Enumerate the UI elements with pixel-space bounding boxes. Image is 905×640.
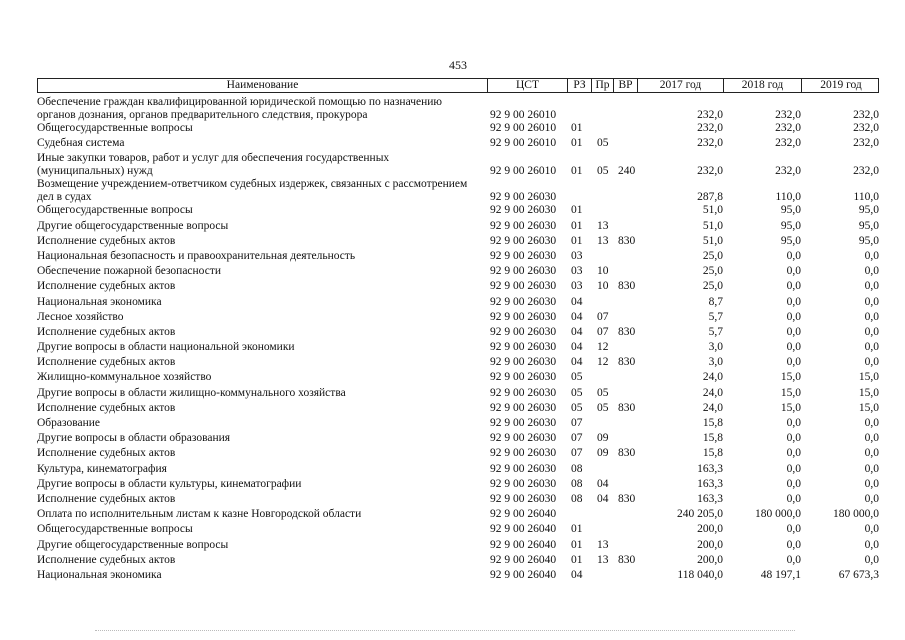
cell-y2018: 95,0 — [780, 234, 801, 247]
cell-y2019: 67 673,3 — [838, 568, 879, 581]
cell-y2017: 51,0 — [702, 204, 723, 217]
cell-name: Иные закупки товаров, работ и услуг для обеспечения государственных (муниципальных) нужд — [37, 152, 390, 177]
cell-pr: 13 — [597, 219, 609, 232]
table-row — [37, 554, 879, 569]
cell-vr: 830 — [618, 325, 636, 338]
cell-y2017: 163,3 — [697, 477, 723, 490]
cell-y2017: 25,0 — [702, 265, 723, 278]
cell-y2018: 95,0 — [780, 219, 801, 232]
table-row — [37, 178, 879, 204]
table-row — [37, 447, 879, 462]
table-row — [37, 432, 879, 447]
cell-y2017: 15,8 — [702, 432, 723, 445]
cell-y2018: 0,0 — [786, 265, 801, 278]
cell-cst: 92 9 00 26030 — [490, 325, 557, 338]
cell-y2019: 0,0 — [864, 356, 879, 369]
table-row — [37, 508, 879, 523]
cell-name: Лесное хозяйство — [37, 310, 124, 323]
table-row — [37, 539, 879, 554]
cell-y2018: 0,0 — [786, 280, 801, 293]
cell-y2019: 0,0 — [864, 417, 879, 429]
header-name: Наименование — [38, 79, 488, 92]
table-row — [37, 96, 879, 122]
cell-pr: 12 — [597, 356, 609, 369]
cell-y2017: 15,8 — [702, 417, 723, 429]
cell-y2019: 0,0 — [864, 341, 879, 354]
cell-y2019: 0,0 — [864, 477, 879, 490]
cell-rz: 04 — [571, 325, 583, 338]
cell-rz: 01 — [571, 234, 583, 247]
table-row — [37, 152, 879, 178]
cell-cst: 92 9 00 26030 — [490, 371, 557, 384]
cell-name: Обеспечение пожарной безопасности — [37, 265, 222, 278]
table-row — [37, 371, 879, 386]
table-row — [37, 326, 879, 341]
cell-y2019: 0,0 — [864, 432, 879, 445]
cell-name: Жилищно-коммунальное хозяйство — [37, 371, 212, 384]
cell-pr: 10 — [597, 265, 609, 278]
cell-rz: 07 — [571, 432, 583, 445]
cell-rz: 08 — [571, 492, 583, 505]
cell-y2017: 232,0 — [697, 165, 723, 178]
cell-pr: 05 — [597, 137, 609, 150]
cell-name: Общегосударственные вопросы — [37, 204, 193, 217]
cell-vr: 830 — [618, 447, 636, 460]
cell-rz: 03 — [571, 249, 583, 262]
table-row — [37, 235, 879, 250]
cell-cst: 92 9 00 26010 — [490, 165, 557, 178]
cell-y2019: 0,0 — [864, 325, 879, 338]
cell-cst: 92 9 00 26030 — [490, 492, 557, 505]
cell-rz: 08 — [571, 462, 583, 475]
cell-name: Обеспечение граждан квалифицированной юридической помощью по назначению органов дознания, органов предварительного следствия, прокурора — [37, 96, 443, 121]
cell-vr: 830 — [618, 492, 636, 505]
cell-pr: 13 — [597, 553, 609, 566]
cell-rz: 05 — [571, 371, 583, 384]
cell-name: Исполнение судебных актов — [37, 234, 176, 247]
cell-y2017: 200,0 — [697, 538, 723, 551]
cell-y2019: 0,0 — [864, 523, 879, 536]
cell-cst: 92 9 00 26040 — [490, 538, 557, 551]
cell-cst: 92 9 00 26030 — [490, 386, 557, 399]
cell-cst: 92 9 00 26030 — [490, 204, 557, 217]
cell-y2018: 0,0 — [786, 447, 801, 460]
table-row — [37, 523, 879, 538]
cell-cst: 92 9 00 26030 — [490, 401, 557, 414]
cell-y2019: 0,0 — [864, 280, 879, 293]
cell-y2017: 163,3 — [697, 462, 723, 475]
cell-name: Исполнение судебных актов — [37, 280, 176, 293]
cell-y2019: 232,0 — [853, 122, 879, 134]
cell-cst: 92 9 00 26030 — [490, 265, 557, 278]
cell-cst: 92 9 00 26030 — [490, 356, 557, 369]
table-row — [37, 341, 879, 356]
cell-y2017: 232,0 — [697, 109, 723, 121]
cell-rz: 01 — [571, 165, 583, 178]
cell-y2017: 24,0 — [702, 371, 723, 384]
cell-y2017: 5,7 — [708, 310, 723, 323]
cell-y2018: 95,0 — [780, 204, 801, 217]
cell-y2019: 0,0 — [864, 295, 879, 308]
cell-y2018: 180 000,0 — [755, 508, 801, 521]
cell-name: Другие вопросы в области образования — [37, 432, 231, 445]
cell-rz: 04 — [571, 356, 583, 369]
cell-y2017: 3,0 — [708, 356, 723, 369]
cell-pr: 10 — [597, 280, 609, 293]
cell-rz: 01 — [571, 553, 583, 566]
cell-y2018: 232,0 — [775, 137, 801, 150]
cell-y2017: 51,0 — [702, 234, 723, 247]
cell-y2018: 0,0 — [786, 462, 801, 475]
cell-y2019: 15,0 — [858, 386, 879, 399]
cell-y2018: 0,0 — [786, 341, 801, 354]
table-row — [37, 280, 879, 295]
cell-rz: 04 — [571, 568, 583, 581]
cell-cst: 92 9 00 26040 — [490, 508, 557, 521]
table-row — [37, 250, 879, 265]
cell-name: Образование — [37, 417, 101, 429]
cell-cst: 92 9 00 26030 — [490, 447, 557, 460]
cell-y2017: 232,0 — [697, 122, 723, 134]
cell-rz: 07 — [571, 447, 583, 460]
cell-pr: 04 — [597, 492, 609, 505]
cell-name: Другие вопросы в области национальной экономики — [37, 341, 295, 354]
table-row — [37, 204, 879, 219]
cell-y2018: 15,0 — [780, 401, 801, 414]
cell-y2018: 110,0 — [775, 191, 801, 204]
cell-y2018: 0,0 — [786, 295, 801, 308]
cell-y2019: 0,0 — [864, 310, 879, 323]
cell-y2019: 0,0 — [864, 462, 879, 475]
cell-y2019: 232,0 — [853, 165, 879, 178]
budget-table-body — [37, 96, 879, 584]
page-number: 453 — [449, 58, 467, 72]
cell-y2018: 0,0 — [786, 356, 801, 369]
cell-y2017: 200,0 — [697, 553, 723, 566]
cell-pr: 07 — [597, 325, 609, 338]
cell-name: Другие общегосударственные вопросы — [37, 538, 229, 551]
cell-y2019: 95,0 — [858, 234, 879, 247]
table-row — [37, 478, 879, 493]
header-pr: Пр — [592, 79, 614, 92]
cell-y2017: 24,0 — [702, 386, 723, 399]
cell-y2019: 95,0 — [858, 204, 879, 217]
cell-name: Исполнение судебных актов — [37, 325, 176, 338]
header-cst: ЦСТ — [488, 79, 568, 92]
cell-rz: 01 — [571, 219, 583, 232]
table-row — [37, 387, 879, 402]
cell-cst: 92 9 00 26030 — [490, 234, 557, 247]
cell-rz: 01 — [571, 122, 583, 134]
cell-name: Общегосударственные вопросы — [37, 122, 193, 134]
cell-y2017: 200,0 — [697, 523, 723, 536]
cell-y2018: 15,0 — [780, 386, 801, 399]
cell-cst: 92 9 00 26040 — [490, 523, 557, 536]
cell-cst: 92 9 00 26030 — [490, 219, 557, 232]
cell-vr: 830 — [618, 280, 636, 293]
cell-y2018: 0,0 — [786, 553, 801, 566]
table-row — [37, 122, 879, 137]
cell-vr: 830 — [618, 553, 636, 566]
cell-name: Исполнение судебных актов — [37, 553, 176, 566]
table-header — [37, 78, 879, 93]
cell-y2017: 24,0 — [702, 401, 723, 414]
cell-y2017: 51,0 — [702, 219, 723, 232]
cell-y2017: 163,3 — [697, 492, 723, 505]
cell-name: Возмещение учреждением-ответчиком судебных издержек, связанных с рассмотрением дел в судах — [37, 178, 468, 203]
cell-y2017: 8,7 — [708, 295, 723, 308]
cell-pr: 07 — [597, 310, 609, 323]
cell-y2018: 0,0 — [786, 432, 801, 445]
cell-y2017: 3,0 — [708, 341, 723, 354]
cell-y2019: 0,0 — [864, 553, 879, 566]
table-row — [37, 493, 879, 508]
cell-name: Исполнение судебных актов — [37, 447, 176, 460]
cell-cst: 92 9 00 26030 — [490, 341, 557, 354]
page-bottom-edge — [95, 630, 795, 632]
cell-name: Судебная система — [37, 137, 125, 150]
cell-pr: 13 — [597, 234, 609, 247]
cell-rz: 01 — [571, 538, 583, 551]
cell-y2019: 0,0 — [864, 265, 879, 278]
cell-y2018: 0,0 — [786, 249, 801, 262]
cell-cst: 92 9 00 26030 — [490, 191, 557, 204]
cell-y2018: 0,0 — [786, 417, 801, 429]
cell-cst: 92 9 00 26010 — [490, 122, 557, 134]
cell-rz: 03 — [571, 265, 583, 278]
header-rz: РЗ — [568, 79, 592, 92]
cell-name: Общегосударственные вопросы — [37, 523, 193, 536]
cell-name: Национальная экономика — [37, 568, 162, 581]
header-2017: 2017 год — [638, 79, 724, 92]
cell-y2018: 0,0 — [786, 492, 801, 505]
table-row — [37, 296, 879, 311]
cell-name: Национальная экономика — [37, 295, 162, 308]
cell-name: Исполнение судебных актов — [37, 356, 176, 369]
cell-y2017: 5,7 — [708, 325, 723, 338]
cell-vr: 830 — [618, 356, 636, 369]
cell-y2019: 0,0 — [864, 249, 879, 262]
table-row — [37, 220, 879, 235]
table-row — [37, 402, 879, 417]
cell-rz: 05 — [571, 401, 583, 414]
table-row — [37, 265, 879, 280]
cell-name: Исполнение судебных актов — [37, 492, 176, 505]
table-row — [37, 569, 879, 584]
cell-name: Другие общегосударственные вопросы — [37, 219, 229, 232]
cell-pr: 13 — [597, 538, 609, 551]
cell-y2018: 0,0 — [786, 477, 801, 490]
cell-name: Оплата по исполнительным листам к казне Новгородской области — [37, 508, 362, 521]
cell-cst: 92 9 00 26010 — [490, 137, 557, 150]
cell-y2019: 232,0 — [853, 109, 879, 121]
cell-cst: 92 9 00 26030 — [490, 432, 557, 445]
cell-pr: 09 — [597, 447, 609, 460]
cell-cst: 92 9 00 26030 — [490, 280, 557, 293]
cell-cst: 92 9 00 26030 — [490, 417, 557, 429]
cell-name: Другие вопросы в области жилищно-коммунального хозяйства — [37, 386, 346, 399]
cell-y2018: 0,0 — [786, 310, 801, 323]
cell-rz: 01 — [571, 137, 583, 150]
cell-y2018: 15,0 — [780, 371, 801, 384]
cell-y2018: 232,0 — [775, 122, 801, 134]
cell-y2018: 48 197,1 — [760, 568, 801, 581]
table-row — [37, 463, 879, 478]
header-2018: 2018 год — [724, 79, 802, 92]
cell-rz: 07 — [571, 417, 583, 429]
cell-y2019: 110,0 — [853, 191, 879, 204]
cell-cst: 92 9 00 26040 — [490, 568, 557, 581]
cell-rz: 08 — [571, 477, 583, 490]
cell-y2018: 232,0 — [775, 109, 801, 121]
cell-pr: 09 — [597, 432, 609, 445]
cell-cst: 92 9 00 26030 — [490, 249, 557, 262]
cell-y2019: 15,0 — [858, 371, 879, 384]
cell-cst: 92 9 00 26030 — [490, 295, 557, 308]
cell-pr: 04 — [597, 477, 609, 490]
cell-rz: 03 — [571, 280, 583, 293]
cell-rz: 04 — [571, 295, 583, 308]
cell-rz: 05 — [571, 386, 583, 399]
cell-vr: 830 — [618, 401, 636, 414]
cell-pr: 05 — [597, 165, 609, 178]
cell-name: Культура, кинематография — [37, 462, 167, 475]
cell-y2018: 0,0 — [786, 538, 801, 551]
cell-rz: 04 — [571, 341, 583, 354]
cell-y2017: 15,8 — [702, 447, 723, 460]
cell-pr: 12 — [597, 341, 609, 354]
cell-vr: 830 — [618, 234, 636, 247]
cell-cst: 92 9 00 26030 — [490, 462, 557, 475]
header-2019: 2019 год — [820, 79, 862, 91]
cell-y2017: 118 040,0 — [677, 568, 723, 581]
cell-rz: 01 — [571, 204, 583, 217]
header-vr: ВР — [614, 79, 638, 92]
cell-y2019: 0,0 — [864, 447, 879, 460]
cell-pr: 05 — [597, 386, 609, 399]
cell-name: Исполнение судебных актов — [37, 401, 176, 414]
cell-y2019: 95,0 — [858, 219, 879, 232]
cell-y2017: 232,0 — [697, 137, 723, 150]
cell-y2017: 287,8 — [697, 191, 723, 204]
cell-y2019: 232,0 — [853, 137, 879, 150]
cell-y2017: 25,0 — [702, 280, 723, 293]
cell-y2018: 0,0 — [786, 523, 801, 536]
cell-y2019: 0,0 — [864, 492, 879, 505]
cell-name: Другие вопросы в области культуры, кинематографии — [37, 477, 302, 490]
cell-name: Национальная безопасность и правоохранительная деятельность — [37, 249, 356, 262]
cell-cst: 92 9 00 26010 — [490, 109, 557, 121]
cell-cst: 92 9 00 26030 — [490, 310, 557, 323]
cell-y2018: 232,0 — [775, 165, 801, 178]
cell-pr: 05 — [597, 401, 609, 414]
cell-y2019: 15,0 — [858, 401, 879, 414]
cell-y2017: 240 205,0 — [677, 508, 723, 521]
cell-cst: 92 9 00 26040 — [490, 553, 557, 566]
cell-cst: 92 9 00 26030 — [490, 477, 557, 490]
table-row — [37, 417, 879, 432]
cell-rz: 01 — [571, 523, 583, 536]
cell-y2019: 0,0 — [864, 538, 879, 551]
cell-vr: 240 — [618, 165, 636, 178]
table-row — [37, 311, 879, 326]
table-row — [37, 356, 879, 371]
cell-y2018: 0,0 — [786, 325, 801, 338]
cell-rz: 04 — [571, 310, 583, 323]
cell-y2019: 180 000,0 — [833, 508, 879, 521]
cell-y2017: 25,0 — [702, 249, 723, 262]
table-row — [37, 137, 879, 152]
